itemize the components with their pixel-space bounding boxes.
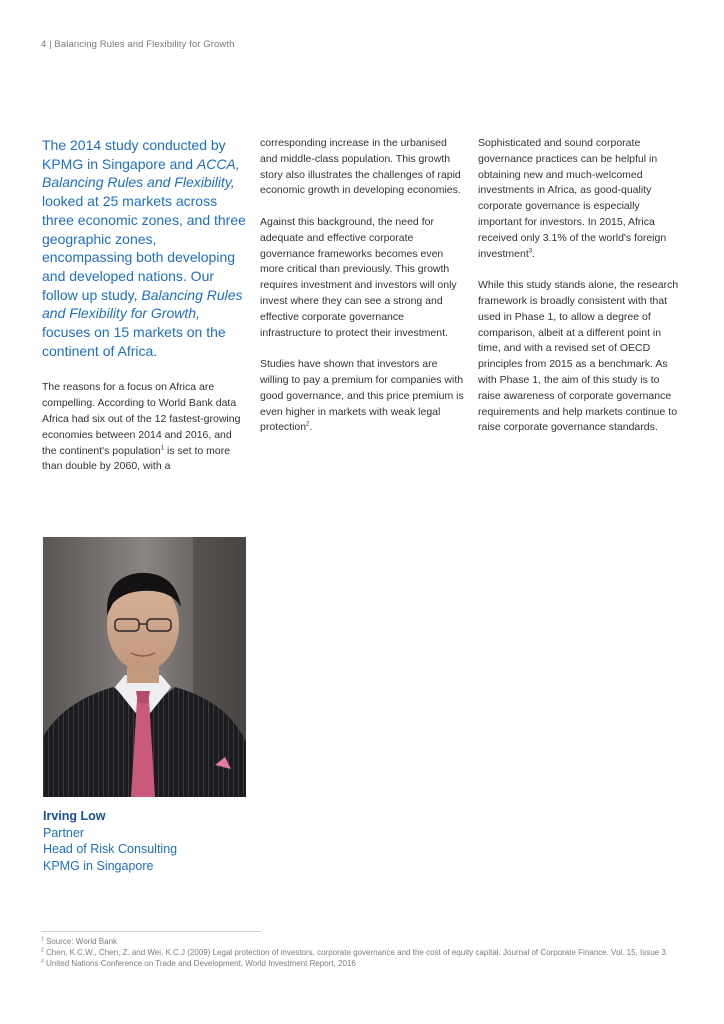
body-paragraph: corresponding increase in the urbanised and middle-class population. This growth story also illustrates the challenges of rapid economic growth in developing economies. xyxy=(260,137,461,197)
footnote-item: $^3$ United Nations Conference on Trade and Development, World Investment Report, 2016 xyxy=(41,958,356,968)
profile-caption xyxy=(43,808,177,874)
body-paragraph: Sophisticated and sound corporate governance practices can be helpful in obtaining new and much-welcomed investments in Africa, as good-quality corporate governance is especially important for investors. In 2015, Africa received only 3.1% of the world's foreign investment$^3$. xyxy=(478,137,667,260)
body-paragraph: The reasons for a focus on Africa are compelling. According to World Bank data Africa had six out of the 12 fastest-growing economies between 2014 and 2016, and the continent's population$^1$ is set to more than double by 2060, with a xyxy=(42,381,241,473)
profile-title: Partner xyxy=(43,825,84,840)
footnote-divider xyxy=(41,931,261,932)
profile-name: Irving Low xyxy=(43,809,106,823)
body-paragraph: Studies have shown that investors are willing to pay a premium for companies with good governance, and this price premium is even higher in markets with weak legal protection$^2$. xyxy=(260,358,464,434)
portrait-photo xyxy=(43,537,246,797)
footnote-item: $^2$ Chen, K.C.W., Chen, Z. and Wei, K.C.J (2009) Legal protection of investors, corporate governance and the cost of equity capital. Journal of Corporate Finance. Vol. 15, Issue 3. xyxy=(41,947,668,957)
body-paragraph: While this study stands alone, the research framework is broadly consistent with that used in Phase 1, to allow a degree of comparison, albeit at a different point in time, and with a revised set of OECD principles from 2015 as a benchmark. As with Phase 1, the aim of this study is to raise awareness of corporate governance requirements and help markets continue to raise corporate governance standards. xyxy=(478,279,679,434)
column-1 xyxy=(42,136,248,475)
footnotes xyxy=(41,936,681,969)
body-paragraph: Against this background, the need for adequate and effective corporate governance frameworks becomes even more critical than previously. This growth requires investment and investors will only invest where they can see a strong and effective corporate governance infrastructure to protect their investment. xyxy=(260,215,457,339)
intro-paragraph: The 2014 study conducted by KPMG in Singapore and ACCA, Balancing Rules and Flexibility, looked at 25 markets across three economic zones, and three geographic zones, encompassing both developing and developed nations. Our follow up study, Balancing Rules and Flexibility for Growth, focuses on 15 markets on the continent of Africa. xyxy=(42,137,246,359)
column-2 xyxy=(260,136,466,436)
footnote-ref-3: 3 xyxy=(528,248,533,255)
footnote-item: $^1$ Source: World Bank xyxy=(41,936,118,946)
column-3 xyxy=(478,136,684,436)
profile-role: Head of Risk Consulting xyxy=(43,842,178,856)
footnote-ref-2: 2 xyxy=(306,421,310,428)
profile-org: KPMG in Singapore xyxy=(43,858,154,873)
page-header: 4 | Balancing Rules and Flexibility for Growth xyxy=(41,39,235,50)
footnote-ref-1: 1 xyxy=(160,445,165,452)
